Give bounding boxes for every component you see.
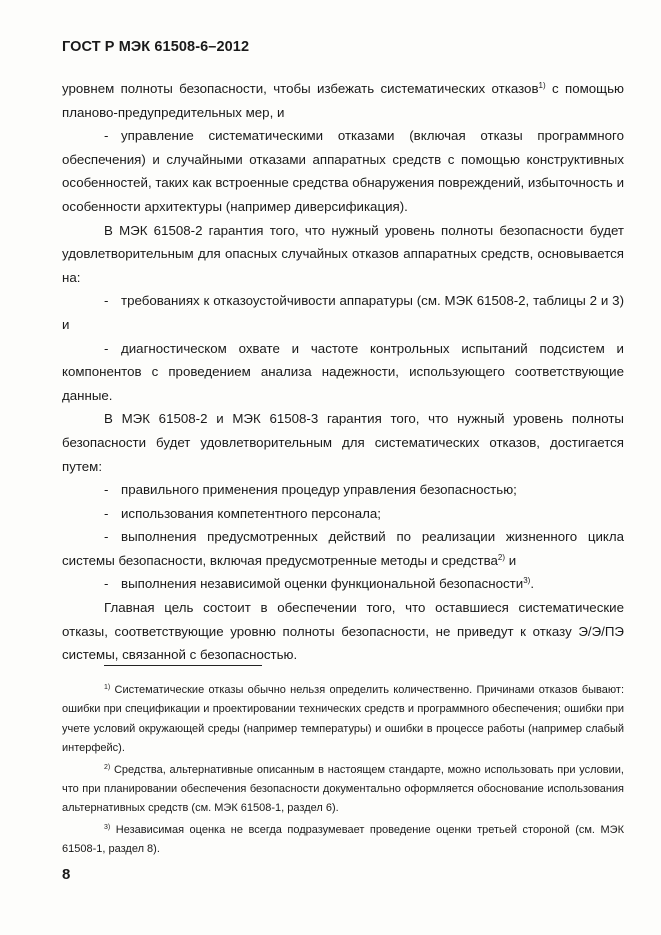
footnote-ref-1: 1) [538, 81, 546, 90]
footnote-3: $^{3)}$ Независимая оценка не всегда подразумевает проведение оценки третьей стороной (см. МЭК 61508-1, раздел 8). [62, 823, 624, 856]
list-item-procedures: - правильного применения процедур управления безопасностью; [104, 482, 517, 498]
list-item-diagnostic-coverage: - диагностическом охвате и частоте контрольных испытаний подсистем и компонентов с проведением анализа надежности, использующего соответствующие данные. [62, 340, 624, 403]
footnote-ref-2: 2) [497, 552, 505, 562]
footnote-1: $^{1)}$ Систематические отказы обычно нельзя определить количественно. Причинами отказов бывают: ошибки при спецификации и проектировании технических средств и программного обеспечения; ошибки при учете условий окружающей среды (например температуры) и ошибки в процессе работы (например слабый интерфейс). [62, 684, 624, 755]
footnote-ref-3: 3) [523, 576, 531, 586]
paragraph-iec-61508-2: В МЭК 61508-2 гарантия того, что нужный уровень полноты безопасности будет удовлетворительным для опасных случайных отказов аппаратных средств, основывается на: [62, 222, 624, 285]
page-number: 8 [62, 866, 71, 883]
list-item-fault-tolerance: - требованиях к отказоустойчивости аппаратуры (см. МЭК 61508-2, таблицы 2 и 3) и [62, 293, 624, 332]
list-item-independent-assessment: - выполнения независимой оценки функциональной безопасности$^{3)}$. [104, 576, 535, 592]
footnote-2: $^{2)}$ Средства, альтернативные описанным в настоящем стандарте, можно использовать при условии, что при планировании обеспечения безопасности документально оформляется обоснование использования альтернативных средств (см. МЭК 61508-1, раздел 6). [62, 763, 624, 815]
list-item-personnel: - использования компетентного персонала; [104, 505, 381, 521]
paragraph-main-goal: Главная цель состоит в обеспечении того, что оставшиеся систематические отказы, соответствующие уровню полноты безопасности, не приведут к отказу Э/Э/ПЭ системы, связанной с безопасностью. [62, 600, 624, 663]
footnotes [62, 681, 624, 862]
footnote-divider [104, 665, 262, 666]
paragraph-iec-61508-2-3: В МЭК 61508-2 и МЭК 61508-3 гарантия того, что нужный уровень полноты безопасности будет удовлетворительным для систематических отказов, достигается путем: [62, 411, 624, 474]
document-header: ГОСТ Р МЭК 61508-6–2012 [62, 39, 250, 55]
paragraph-1: уровнем полноты безопасности, чтобы избежать систематических отказов$^{1)}$ с помощью планово-предупредительных мер, и [62, 81, 624, 120]
main-text [62, 77, 624, 667]
list-item-architecture: - управление систематическими отказами (включая отказы программного обеспечения) и случайными отказами аппаратных средств с помощью конструктивных особенностей, таких как встроенные средства обнаружения повреждений, избыточность и особенности архитектуры (например диверсификация). [62, 128, 624, 214]
list-item-lifecycle: - выполнения предусмотренных действий по реализации жизненного цикла системы безопасности, включая предусмотренные методы и средства$^{2)}$ и [62, 529, 624, 568]
